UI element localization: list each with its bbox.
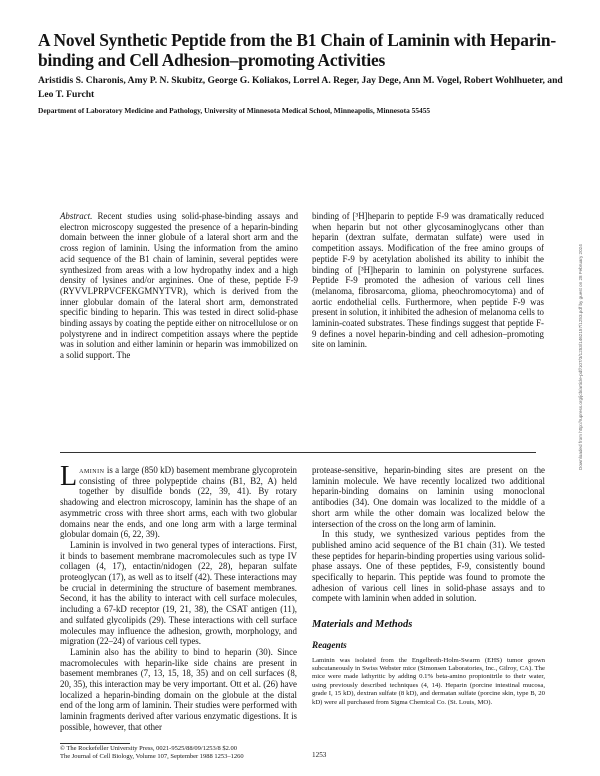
intro-paragraph-2: Laminin is involved in two general types of interactions. First, it binds to basement membrane macromolecules such as type IV collagen (4, 17), entactin/nidogen (22, 28), heparan sulfate proteoglycan (17), as well as to itself (42). These interactions may be crucial in determining the structure of basement membranes. Second, it has the ability to interact with cell surface molecules, including a 67-kD receptor (19, 21, 38), the CSAT antigen (11), and sulfated glycolipids (29). These interactions with cell surface molecules may influence the adhesion, growth, morphology, and migration (22–24) of various cell types. (60, 539, 297, 647)
intro-paragraph-5: In this study, we synthesized various peptides from the published amino acid sequence of the B1 chain (31). We tested these peptides for heparin-binding properties using various solid-phase assays. One of these peptides, F-9, consistently bound specifically to heparin. This peptide was found to promote the adhesion of various cell lines in solid-phase assays and to compete with laminin when added in solution. (312, 529, 545, 604)
abstract-text-left: Recent studies using solid-phase-binding assays and electron microscopy suggested the presence of a heparin-binding domain between the inner globule of a lateral short arm and the cross region of laminin. Using the information from the amino acid sequence of the B1 chain of laminin, several peptides were synthesized from areas with a low hydropathy index and a high density of lysines and/or arginines. One of these, peptide F-9 (RYVVLPRPVCFEKGMNYTVR), which is derived from the inner globular domain of the lateral short arm, demonstrated specific binding to heparin. This was tested in direct solid-phase binding assays by coating the peptide either on nitrocellulose or on polystyrene and in indirect competition assays where the peptide was in solution and either laminin or heparin was immobilized on a solid support. The (60, 211, 299, 361)
download-watermark-text: Downloaded from http://rupress.org/jcb/article-pdf/107/3/1253/1462157/1253.pdf by guest on 28 February 2024 (578, 244, 583, 470)
abstract-text-right: binding of [³H]heparin to peptide F-9 was dramatically reduced when heparin but not other glycosaminoglycans other than heparin (dextran sulfate, dermatan sulfate) were used in competition assays. Modification of the free amino groups of peptide F-9 by acetylation abolished its ability to inhibit the binding of [³H]heparin to laminin on polystyrene surfaces. Peptide F-9 promoted the adhesion of various cell lines (melanoma, fibrosarcoma, glioma, pheochromocytoma) and of aortic endothelial cells. Furthermore, when peptide F-9 was present in solution, it inhibited the adhesion of melanoma cells to laminin-coated substrates. These findings suggest that peptide F-9 defines a novel heparin-binding and cell adhesion–promoting site on laminin. (312, 211, 544, 350)
download-watermark (578, 244, 588, 470)
copyright-line: © The Rockefeller University Press, 0021-9525/88/09/1253/8 $2.00 (60, 745, 238, 752)
abstract-label: Abstract. (60, 211, 93, 221)
intro-paragraph-4: protease-sensitive, heparin-binding sites are present on the laminin molecule. We have recently localized two additional heparin-binding domains on laminin using monoclonal antibodies (34). One domain was localized to the middle of a short arm while the other domain was localized below the intersection of the cross on the long arm of laminin. (312, 465, 545, 529)
affiliation: Department of Laboratory Medicine and Pathology, University of Minnesota Medical School, Minneapolis, Minnesota 55455 (38, 106, 431, 115)
abstract-right-column (312, 211, 544, 350)
footer-rule (60, 743, 130, 744)
abstract-left-column (60, 211, 298, 361)
page-number: 1253 (312, 751, 327, 759)
author-list: Aristidis S. Charonis, Amy P. N. Skubitz, George G. Koliakos, Lorrel A. Reger, Jay Dege, Ann M. Vogel, Robert Wohlhueter, and Leo T. Furcht (38, 75, 563, 100)
citation-line: The Journal of Cell Biology, Volume 107, September 1988 1253–1260 (60, 753, 244, 761)
subsection-title-reagents: Reagents (312, 639, 347, 650)
intro-right-column (312, 465, 545, 707)
intro-paragraph-3: Laminin also has the ability to bind to heparin (30). Since macromolecules with heparin-like side chains are present in basement membranes (7, 13, 15, 18, 35) and on cell surfaces (8, 20, 35), this interaction may be very important. Ott et al. (26) have localized a heparin-binding domain on the globule at the distal end of the long arm of laminin. Their studies were performed with laminin fragments derived after various enzymatic digestions. It is possible, however, that other (60, 646, 297, 732)
drop-cap: L (60, 461, 78, 492)
intro-paragraph-1: is a large (850 kD) basement membrane glycoprotein consisting of three polypeptide chains (B1, B2, A) held together by disulfide bonds (22, 39, 41). By rotary shadowing and electron microscopy, laminin has the shape of an asymmetric cross with three short arms, each with two globular domains near the ends, and one long arm with a large terminal globular domain (6, 22, 39). (60, 465, 297, 540)
article-title: A Novel Synthetic Peptide from the B1 Chain of Laminin with Heparin-binding and Cell Adhesion–promoting Activities (38, 30, 556, 70)
intro-lead-word: aminin (79, 465, 105, 475)
section-title-methods: Materials and Methods (312, 619, 413, 631)
abstract-divider (60, 452, 536, 453)
reagents-text: Laminin was isolated from the Engelbreth-Holm-Swarm (EHS) tumor grown subcutaneously in Swiss Webster mice (Simonsen Laboratories, Inc., Gilroy, CA). The mice were made lathyritic by adding 0.1% beta-amino propionitrile to their water, using previously described techniques (4, 14). Heparin (porcine intestinal mucosa, grade I, 15 kD), dextran sulfate (8 kD), and dermatan sulfate (porcine skin, type B, 20 kD) were all purchased from Sigma Chemical Co. (St. Louis, MO). (312, 656, 545, 706)
intro-left-column (60, 461, 297, 733)
